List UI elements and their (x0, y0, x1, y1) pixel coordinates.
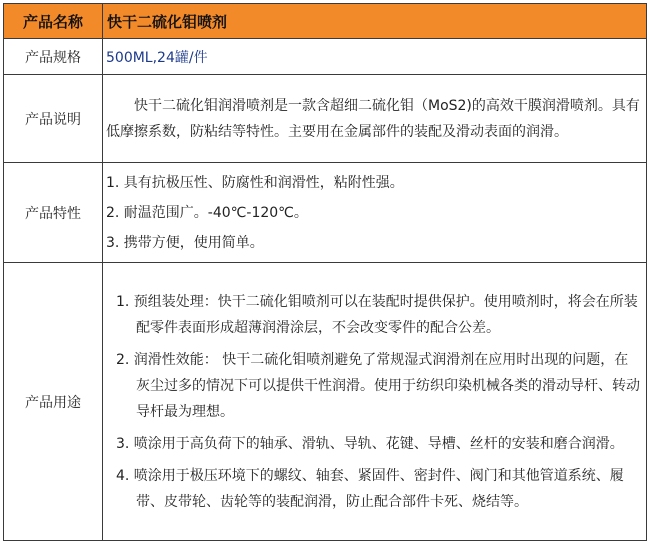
row-label: 产品特性 (4, 163, 103, 263)
product-info-table (3, 3, 647, 541)
row-label: 产品用途 (4, 263, 103, 541)
product-spec: 500ML,24罐/件 (103, 39, 647, 75)
use-item: 4. 喷涂用于极压环境下的螺纹、轴套、紧固件、密封件、阀门和其他管道系统、履带、皮带轮、齿轮等的装配润滑，防止配合部件卡死、烧结等。 (116, 467, 624, 510)
table-row-name (4, 4, 647, 39)
uses-list (106, 289, 642, 515)
table-row-features (4, 163, 647, 263)
feature-item: 1. 具有抗极压性、防腐性和润滑性，粘附性强。 (106, 174, 404, 191)
row-label: 产品说明 (4, 75, 103, 163)
table-row-spec (4, 39, 647, 75)
table-row-description (4, 75, 647, 163)
use-item: 2. 润滑性效能： 快干二硫化钼喷剂避免了常规湿式润滑剂在应用时出现的问题，在灰尘过多的情况下可以提供干性润滑。使用于纺织印染机械各类的滑动导杆、转动导杆最为理想。 (116, 351, 640, 420)
product-name: 快干二硫化钼喷剂 (103, 4, 647, 39)
table-row-uses (4, 263, 647, 541)
use-item: 1. 预组装处理：快干二硫化钼喷剂可以在装配时提供保护。使用喷剂时，将会在所装配零件表面形成超薄润滑涂层，不会改变零件的配合公差。 (116, 293, 638, 336)
feature-item: 3. 携带方便，使用简单。 (106, 234, 264, 251)
feature-item: 2. 耐温范围广。-40℃-120℃。 (106, 204, 308, 221)
product-description: 快干二硫化钼润滑喷剂是一款含超细二硫化钼（MoS2)的高效干膜润滑喷剂。具有低摩擦系数，防粘结等特性。主要用在金属部件的装配及滑动表面的润滑。 (106, 97, 640, 140)
row-label: 产品名称 (4, 4, 103, 39)
use-item: 3. 喷涂用于高负荷下的轴承、滑轨、导轨、花键、导槽、丝杆的安装和磨合润滑。 (116, 435, 624, 452)
row-label: 产品规格 (4, 39, 103, 75)
